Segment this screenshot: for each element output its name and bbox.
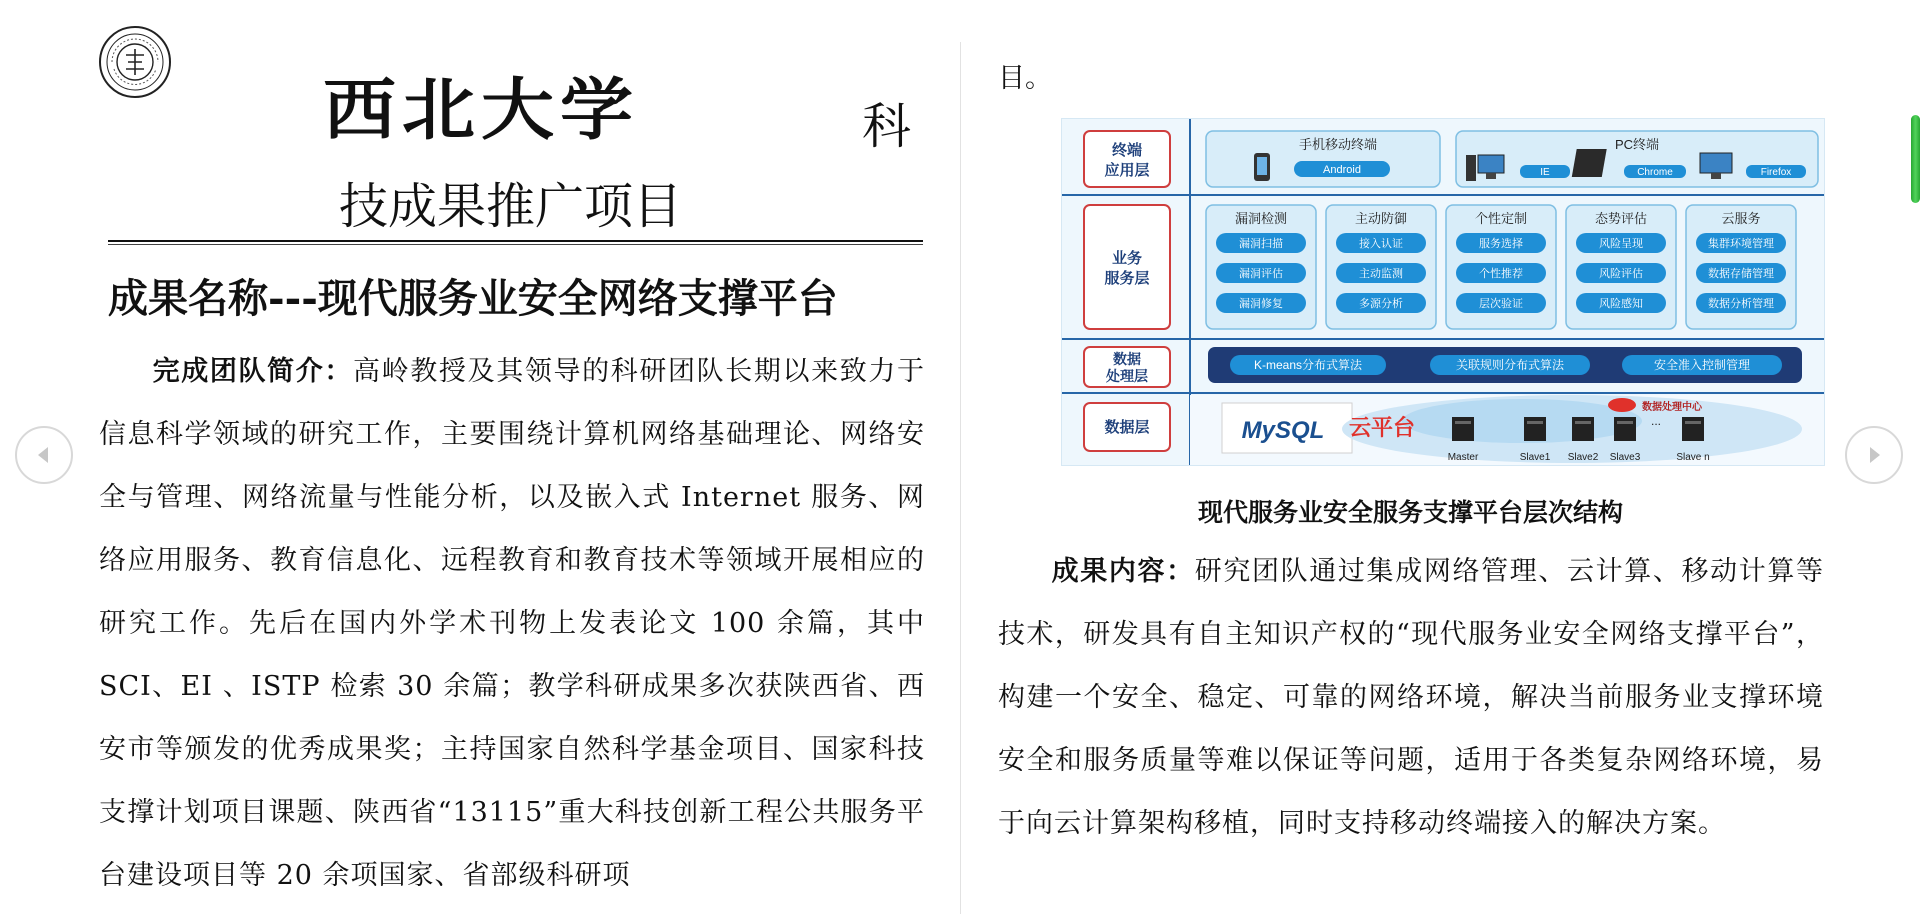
architecture-diagram: [1061, 118, 1825, 466]
service-item: 接入认证: [1359, 238, 1403, 250]
content-paragraph: [998, 540, 1824, 855]
svg-text:Firefox: Firefox: [1760, 167, 1792, 178]
content-text: 研究团队通过集成网络管理、云计算、移动计算等技术，研发具有自主知识产权的“现代服务业安全网络支撑平台”，构建一个安全、稳定、可靠的网络环境，解决当前服务业支撑环境安全和服务质量等难以保证等问题，适用于各类复杂网络环境，易于向云计算架构移植，同时支持移动终端接入的解决方案。: [998, 556, 1825, 839]
svg-text:IE: IE: [1540, 167, 1550, 178]
svg-text:安全准入控制管理: 安全准入控制管理: [1653, 358, 1751, 372]
service-item: 层次验证: [1479, 298, 1523, 310]
svg-text:数据层: 数据层: [1104, 419, 1150, 436]
service-title: 云服务: [1721, 211, 1761, 226]
service-item: 风险评估: [1599, 268, 1643, 280]
service-title: 个性定制: [1474, 211, 1528, 226]
service-column: [1566, 205, 1676, 329]
mobile-terminal-panel: [1206, 131, 1440, 187]
right-page: [998, 0, 1824, 914]
service-item: 主动监测: [1359, 268, 1403, 280]
page-divider: [960, 42, 961, 914]
layer-label-processing: [1084, 347, 1170, 387]
server-label: Slave n: [1676, 452, 1710, 463]
svg-text:业务: 业务: [1111, 250, 1143, 267]
service-column: [1326, 205, 1436, 329]
title-suffix: 科: [862, 98, 912, 155]
team-intro-text: 高岭教授及其领导的科研团队长期以来致力于信息科学领域的研究工作，主要围绕计算机网络基础理论、网络安全与管理、网络流量与性能分析，以及嵌入式 Internet 服务、网络应用服务、教育信息化、远程教育和教育技术等领域开展相应的研究工作。先后在国内外学术刊物上发表论文 100 余篇，其中 SCI、EI 、ISTP 检索 30 余篇；教学科研成果多次获陕西省、西安市等颁发的优秀成果奖；主持国家自然科学基金项目、国家科技支撑计划项目课题、陕西省“13115”重大科技创新工程公共服务平台建设项目等 20 余项国家、省部级科研项: [99, 356, 926, 891]
server-ellipsis: ...: [1650, 414, 1662, 428]
svg-text:手机移动终端: 手机移动终端: [1298, 137, 1378, 152]
svg-text:K-means分布式算法: K-means分布式算法: [1253, 358, 1363, 372]
svg-text:数据: 数据: [1113, 351, 1141, 367]
svg-text:Android: Android: [1323, 164, 1361, 176]
server-label: Slave3: [1609, 452, 1641, 463]
svg-text:终端: 终端: [1111, 142, 1143, 159]
service-item: 漏洞扫描: [1239, 238, 1283, 250]
service-item: 服务选择: [1479, 238, 1523, 250]
service-column: [1206, 205, 1316, 329]
tower-server-icon: [1572, 149, 1607, 177]
layer-label-data: [1084, 403, 1170, 451]
service-item: 个性推荐: [1479, 268, 1523, 280]
server-label: Slave1: [1519, 452, 1551, 463]
chevron-left-icon: [31, 442, 57, 468]
content-label: 成果内容：: [1051, 556, 1195, 587]
svg-text:关联规则分布式算法: 关联规则分布式算法: [1455, 358, 1565, 372]
pc-terminal-panel: [1456, 131, 1818, 187]
title-rule-thin: [108, 244, 923, 245]
chevron-right-icon: [1861, 442, 1887, 468]
service-item: 风险感知: [1599, 298, 1643, 310]
svg-text:数据处理中心: 数据处理中心: [1642, 402, 1702, 413]
svg-text:服务层: 服务层: [1104, 270, 1150, 287]
scrollbar-thumb[interactable]: [1911, 115, 1920, 203]
server-label: Master: [1447, 452, 1479, 463]
layer-label-business: [1084, 205, 1170, 329]
service-item: 漏洞评估: [1239, 268, 1283, 280]
university-seal-icon: [98, 25, 172, 99]
cloud-platform-label: 云平台: [1348, 416, 1416, 441]
service-item: 数据存储管理: [1708, 268, 1774, 280]
next-page-button[interactable]: [1845, 426, 1903, 484]
service-item: 集群环境管理: [1708, 238, 1774, 250]
svg-text:Chrome: Chrome: [1637, 167, 1673, 178]
team-intro-label: 完成团队简介：: [152, 356, 354, 387]
svg-text:应用层: 应用层: [1104, 162, 1150, 179]
data-layer-content: [1190, 395, 1825, 466]
data-center-icon: [1608, 398, 1636, 412]
title-rule: [108, 240, 923, 242]
service-item: 多源分析: [1359, 298, 1403, 310]
processing-bar: [1208, 347, 1802, 383]
continuation-text: 目。: [998, 63, 1052, 94]
university-title: 西北大学: [323, 71, 639, 150]
mysql-logo: MySQL: [1241, 417, 1325, 444]
server-label: Slave2: [1567, 452, 1599, 463]
figure-caption: 现代服务业安全服务支撑平台层次结构: [1198, 498, 1624, 527]
service-title: 漏洞检测: [1234, 211, 1288, 226]
layer-label-terminal: [1084, 131, 1170, 187]
left-page: [80, 0, 938, 914]
svg-text:PC终端: PC终端: [1614, 137, 1660, 152]
previous-page-button[interactable]: [15, 426, 73, 484]
service-column: [1446, 205, 1556, 329]
svg-text:处理层: 处理层: [1106, 368, 1148, 384]
team-intro-paragraph: [99, 340, 925, 907]
service-title: 主动防御: [1354, 211, 1408, 226]
service-item: 数据分析管理: [1708, 298, 1774, 310]
achievement-name: 成果名称---现代服务业安全网络支撑平台: [108, 275, 838, 322]
service-column: [1686, 205, 1796, 329]
service-item: 漏洞修复: [1239, 298, 1283, 310]
document-subtitle: 技成果推广项目: [339, 178, 683, 235]
service-title: 态势评估: [1594, 211, 1648, 226]
service-item: 风险呈现: [1599, 238, 1643, 250]
